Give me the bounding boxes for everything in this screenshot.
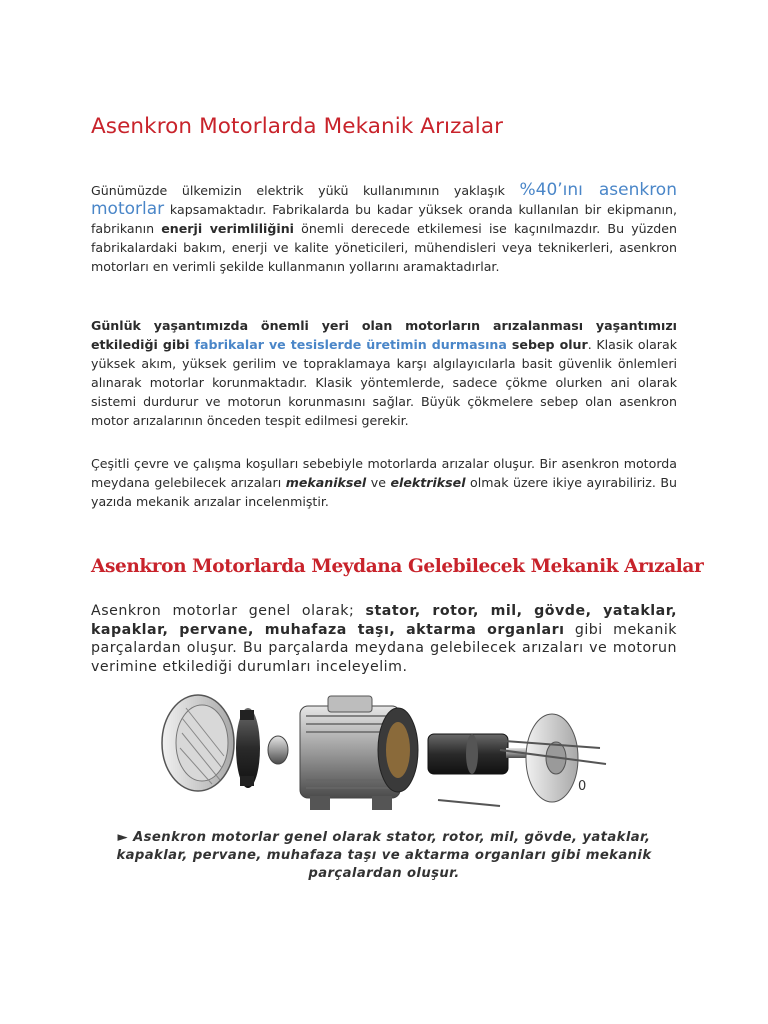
page-title: Asenkron Motorlarda Mekanik Arızalar: [91, 114, 504, 139]
p4-text-b: gibi mekanik parçalardan oluşur. Bu parçalarda meydana gelebilecek arızaları ve motorun verimine etkilediği durumları inceleyelim.: [91, 621, 677, 675]
paragraph-failures: [91, 316, 677, 430]
section-heading: Asenkron Motorlarda Meydana Gelebilecek Mekanik Arızalar: [91, 556, 704, 577]
stator-housing: [300, 696, 418, 810]
fan-cover: [162, 695, 234, 791]
p2-blue: fabrikalar ve tesislerde üretimin durmasına: [194, 337, 507, 352]
fan: [236, 708, 260, 788]
figure-caption: ► Asenkron motorlar genel olarak stator, rotor, mil, gövde, yataklar, kapaklar, pervane, muhafaza taşı ve aktarma organları gibi mekanik parçalardan oluşur.: [116, 830, 652, 881]
figure-label: 0: [578, 779, 587, 794]
p1-text-b: kapsamaktadır. Fabrikalarda bu kadar yüksek oranda kullanılan bir ekipmanın, fabrikanın: [91, 202, 677, 236]
paragraph-components: [91, 602, 677, 676]
p1-bold: enerji verimliliğini: [161, 221, 294, 236]
bearing: [268, 736, 288, 764]
p2-bold-a: Günlük yaşantımızda önemli yeri olan motorların arızalanması yaşantımızı etkilediği gibi: [91, 318, 677, 352]
p3-text-c: olmak üzere ikiye ayırabiliriz. Bu yazıda mekanik arızalar incelenmiştir.: [91, 475, 677, 509]
motor-exploded-image: [160, 688, 610, 820]
p3-text-a: Çeşitli çevre ve çalışma koşulları sebebiyle motorlarda arızalar oluşur. Bir asenkron motorda meydana gelebilecek arızaları: [91, 456, 677, 490]
p2-text: . Klasik olarak yüksek akım, yüksek gerilim ve topraklamaya karşı algılayıcılarla basit güvenlik önlemleri alınarak motorlar korunmaktadır. Klasik yöntemlerde, sadece çökme olurken ani olarak sistemi durdurur ve motorun korunmasını sağlar. Büyük çökmelere sebep olan asenkron motor arızalarının önceden tespit edilmesi gerekir.: [91, 337, 677, 428]
p3-elektriksel: elektriksel: [390, 475, 466, 490]
p2-bold-b: sebep olur: [506, 337, 588, 352]
p4-bold: stator, rotor, mil, gövde, yataklar, kapaklar, pervane, muhafaza taşı, aktarma organları: [91, 603, 678, 638]
p4-text-a: Asenkron motorlar genel olarak;: [91, 603, 366, 619]
p3-text-b: ve: [366, 475, 391, 490]
paragraph-intro: [91, 181, 677, 276]
p3-mekaniksel: mekaniksel: [285, 475, 367, 490]
p1-highlight: %40’ını asenkron motorlar: [91, 180, 677, 219]
paragraph-types: [91, 454, 677, 511]
p1-text-a: Günümüzde ülkemizin elektrik yükü kullanımının yaklaşık: [91, 183, 520, 198]
p1-text-c: önemli derecede etkilemesi ise kaçınılmazdır. Bu yüzden fabrikalardaki bakım, enerji ve kalite yöneticileri, mühendisleri veya teknikerleri, asenkron motorları en verimli şekilde kullanmanın yollarını aramaktadırlar.: [91, 221, 677, 274]
